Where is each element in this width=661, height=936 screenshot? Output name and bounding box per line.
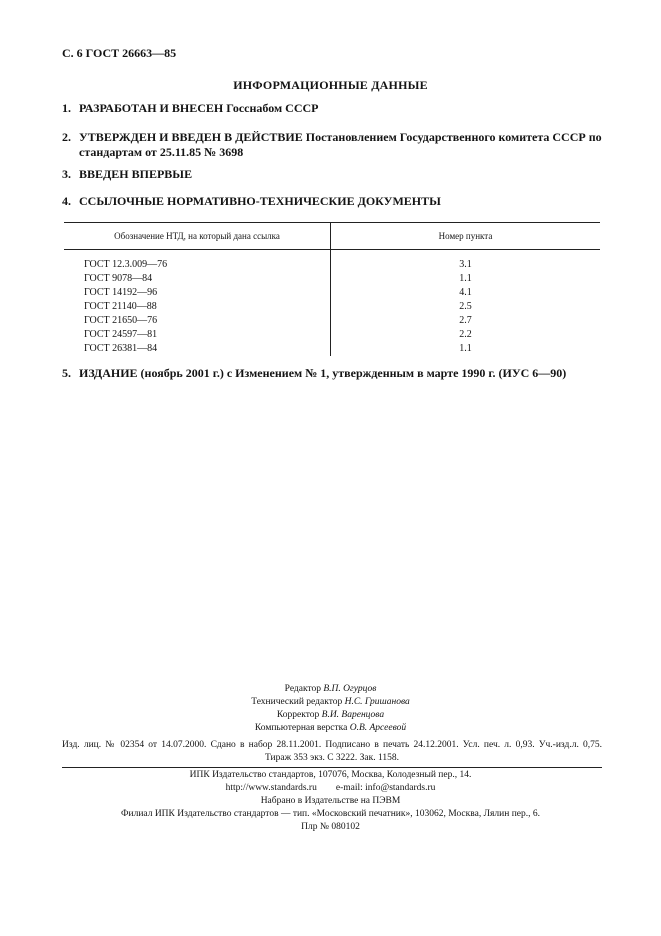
section-number: 5.	[62, 366, 71, 380]
table-row	[64, 286, 600, 300]
clause-cell: 2.7	[459, 315, 472, 326]
footer-web	[0, 783, 661, 793]
reference-table	[64, 222, 600, 356]
section-5	[62, 366, 607, 381]
footer-license: Плр № 080102	[301, 822, 360, 832]
section-2	[62, 130, 607, 160]
section-heading: ССЫЛОЧНЫЕ НОРМАТИВНО-ТЕХНИЧЕСКИЕ ДОКУМЕНТЫ	[79, 194, 441, 208]
section-number: 3.	[62, 167, 71, 181]
credit-role: Компьютерная верстка	[254, 723, 348, 733]
footer-typeset: Набрано в Издательстве на ПЭВМ	[260, 796, 401, 806]
footer-publisher: ИПК Издательство стандартов, 107076, Москва, Колодезный пер., 14.	[189, 770, 472, 780]
clause-cell: 3.1	[459, 259, 472, 270]
section-text: Постановлением Государственного комитета СССР по	[305, 130, 602, 144]
clause-cell: 2.5	[459, 301, 472, 312]
table-row	[64, 342, 600, 356]
table-row	[64, 272, 600, 286]
section-1	[62, 101, 607, 116]
table-row	[64, 314, 600, 328]
section-text-line2: стандартам от 25.11.85 № 3698	[79, 145, 244, 159]
clause-cell: 1.1	[459, 273, 472, 284]
document-cell: ГОСТ 14192—96	[64, 286, 331, 300]
credit-person: Н.С. Гришанова	[344, 697, 410, 707]
table-row	[64, 250, 600, 273]
credit-person: О.В. Арсеевой	[349, 723, 407, 733]
section-4	[62, 194, 607, 209]
clause-cell: 2.2	[459, 329, 472, 340]
section-heading: ВВЕДЕН ВПЕРВЫЕ	[79, 167, 193, 181]
footer-url: http://www.standards.ru	[225, 783, 317, 793]
imprint-line-1: Изд. лиц. № 02354 от 14.07.2000. Сдано в набор 28.11.2001. Подписано в печать 24.12.2001. Усл. печ. л. 0,93. Уч.-изд.л. 0,75.	[62, 740, 602, 750]
section-heading: ИЗДАНИЕ	[79, 366, 138, 380]
credit-person: В.И. Варенцова	[321, 710, 385, 720]
column-header-document: Обозначение НТД, на который дана ссылка	[64, 223, 331, 250]
document-cell: ГОСТ 21140—88	[64, 300, 331, 314]
section-heading: УТВЕРЖДЕН И ВВЕДЕН В ДЕЙСТВИЕ	[79, 130, 303, 144]
section-number: 4.	[62, 194, 71, 208]
credit-layout	[0, 723, 661, 733]
document-cell: ГОСТ 24597—81	[64, 328, 331, 342]
table-row	[64, 328, 600, 342]
credit-tech-editor	[0, 697, 661, 707]
page-header: С. 6 ГОСТ 26663—85	[62, 46, 177, 60]
document-cell: ГОСТ 12.3.009—76	[64, 250, 331, 273]
document-cell: ГОСТ 9078—84	[64, 272, 331, 286]
table-header-row	[64, 223, 600, 250]
credit-role: Редактор	[284, 684, 321, 694]
credit-corrector	[0, 710, 661, 720]
section-number: 1.	[62, 101, 71, 115]
clause-cell: 1.1	[459, 343, 472, 354]
document-cell: ГОСТ 26381—84	[64, 342, 331, 356]
document-cell: ГОСТ 21650—76	[64, 314, 331, 328]
credit-role: Технический редактор	[251, 697, 343, 707]
page-title: ИНФОРМАЦИОННЫЕ ДАННЫЕ	[233, 78, 428, 92]
section-text: (ноябрь 2001 г.) с Изменением № 1, утвержденным в марте 1990 г. (ИУС 6—90)	[140, 366, 567, 380]
credit-editor	[0, 684, 661, 694]
footer-printer: Филиал ИПК Издательство стандартов — тип. «Московский печатник», 103062, Москва, Лялин пер., 6.	[120, 809, 540, 819]
clause-cell: 4.1	[459, 287, 472, 298]
credit-person: В.П. Огурцов	[323, 684, 377, 694]
section-3	[62, 167, 607, 182]
table-row	[64, 300, 600, 314]
column-header-clause: Номер пункта	[331, 223, 601, 250]
footer-email: e-mail: info@standards.ru	[335, 783, 436, 793]
section-heading: РАЗРАБОТАН И ВНЕСЕН	[79, 101, 224, 115]
imprint-line-2: Тираж 353 экз. С 3222. Зак. 1158.	[264, 753, 400, 763]
section-number: 2.	[62, 130, 71, 144]
section-text: Госснабом СССР	[226, 101, 319, 115]
divider	[62, 767, 602, 768]
credit-role: Корректор	[276, 710, 320, 720]
